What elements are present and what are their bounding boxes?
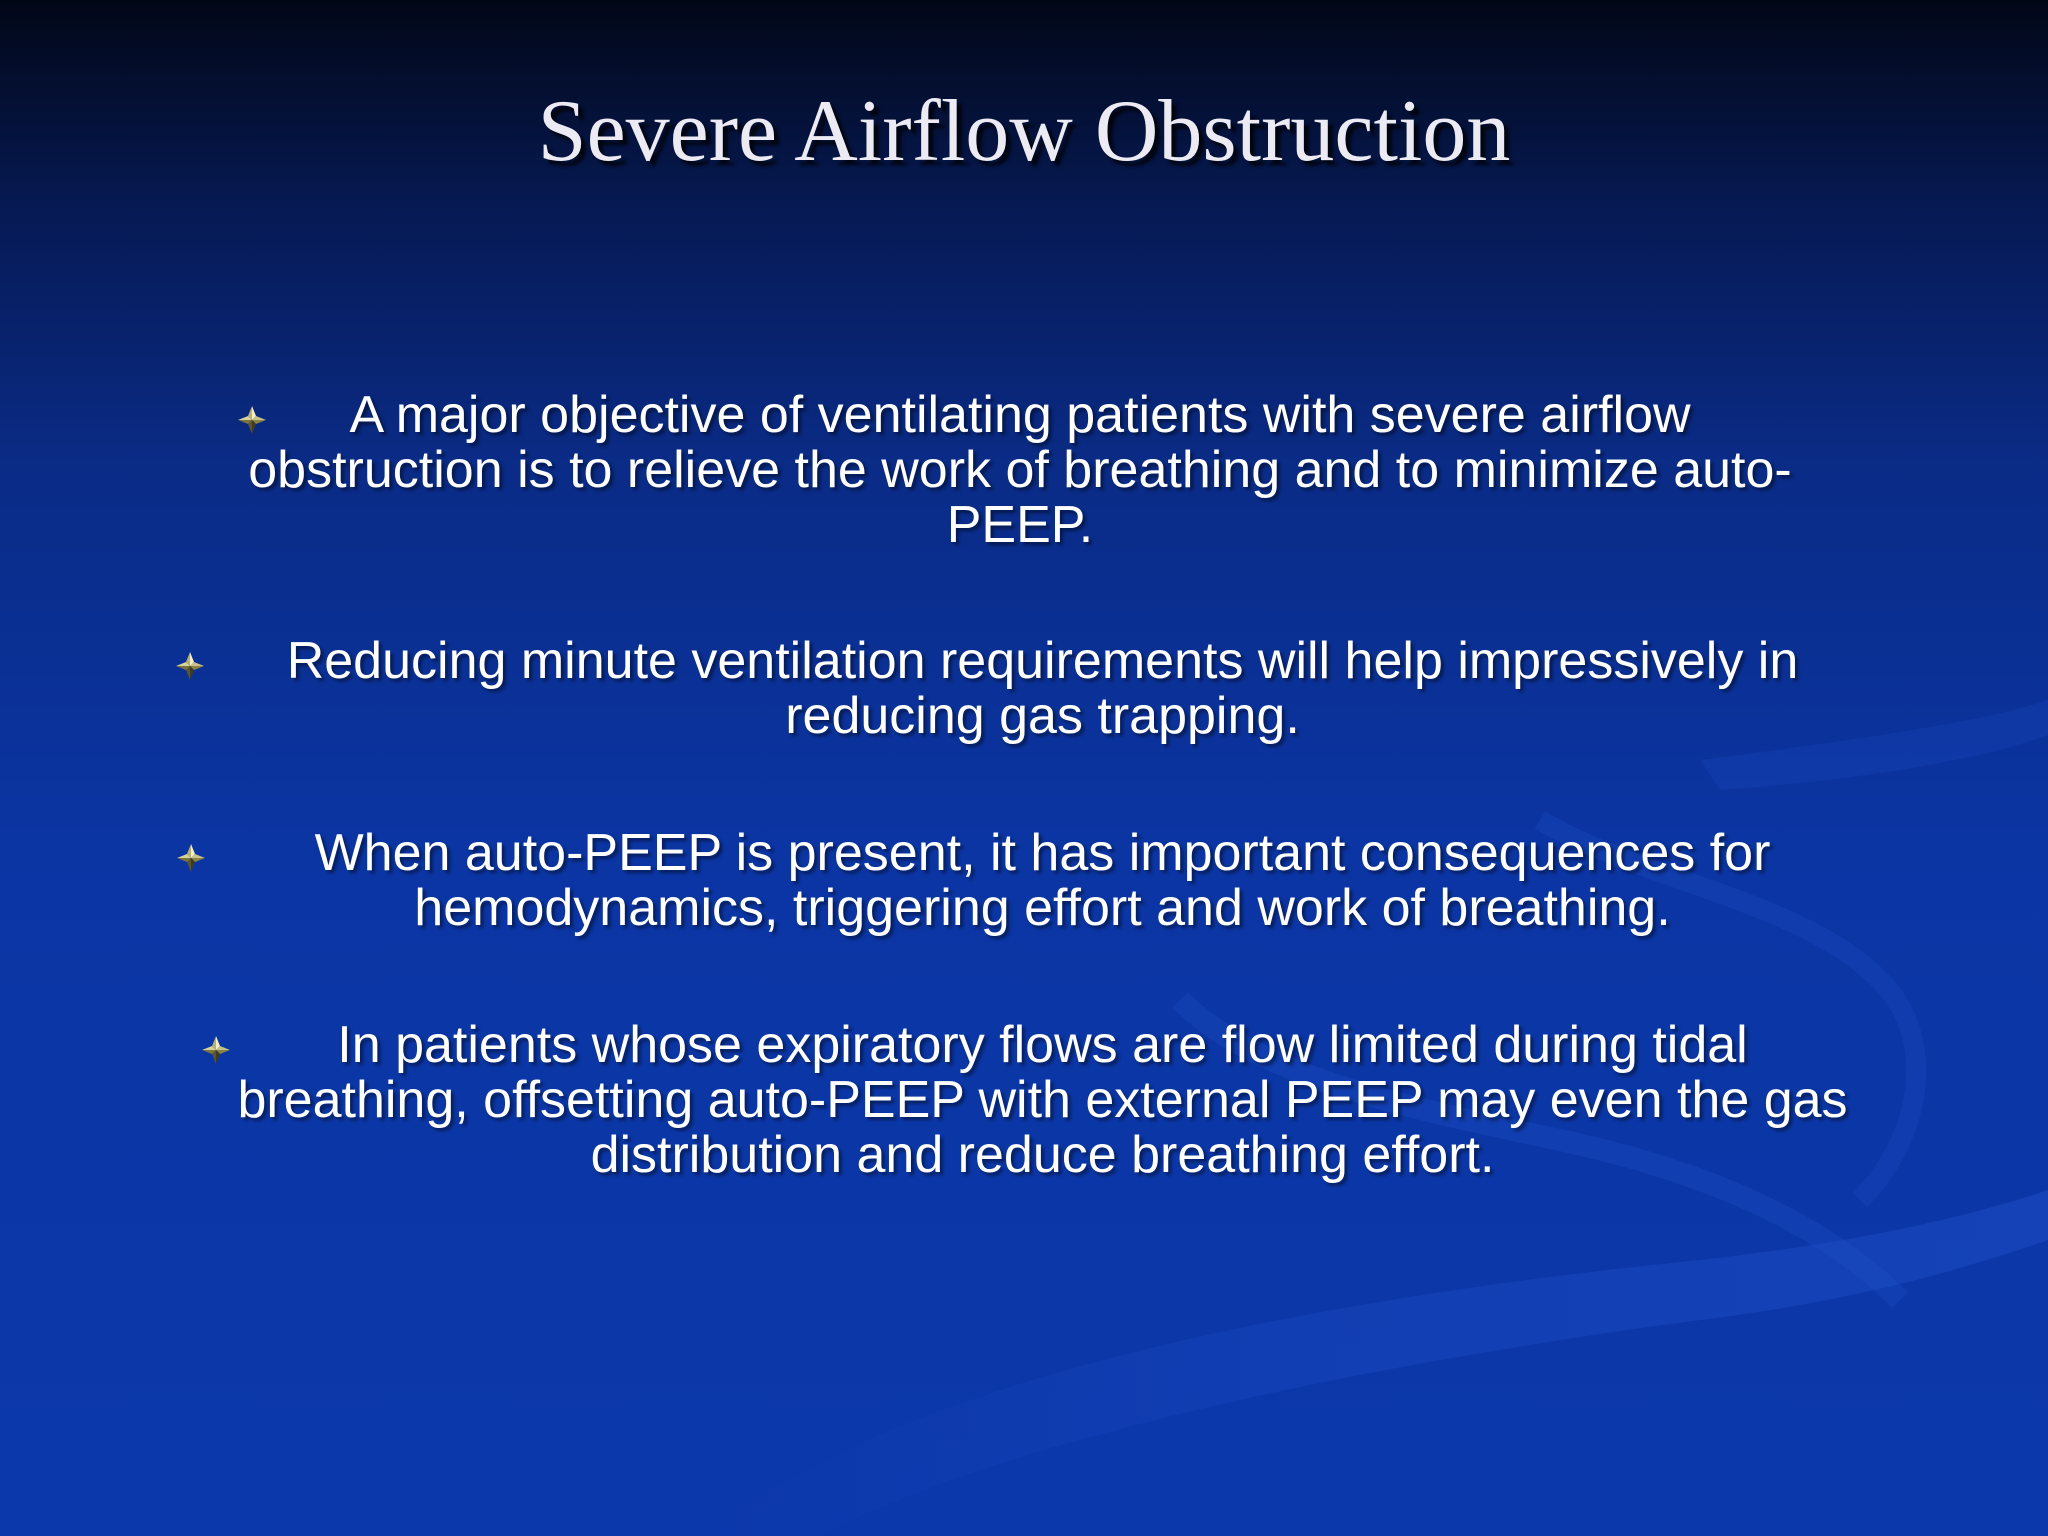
bullet-text: When auto-PEEP is present, it has important consequences for hemodynamics, triggering effort and work of breathing. [314, 824, 1771, 937]
bullet-text: In patients whose expiratory flows are flow limited during tidal breathing, offsetting auto-PEEP with external PEEP may even the gas distribution and reduce breathing effort. [237, 1016, 1848, 1184]
four-point-star-bullet-icon [174, 650, 206, 682]
slide-title: Severe Airflow Obstruction [537, 83, 1511, 180]
bullet-text: Reducing minute ventilation requirements will help impressively in reducing gas trapping. [286, 632, 1799, 745]
bullet-text: A major objective of ventilating patients with severe airflow obstruction is to relieve the work of breathing and to minimize auto-PEEP. [248, 386, 1792, 554]
four-point-star-bullet-icon [175, 842, 207, 874]
four-point-star-bullet-icon [200, 1034, 232, 1066]
